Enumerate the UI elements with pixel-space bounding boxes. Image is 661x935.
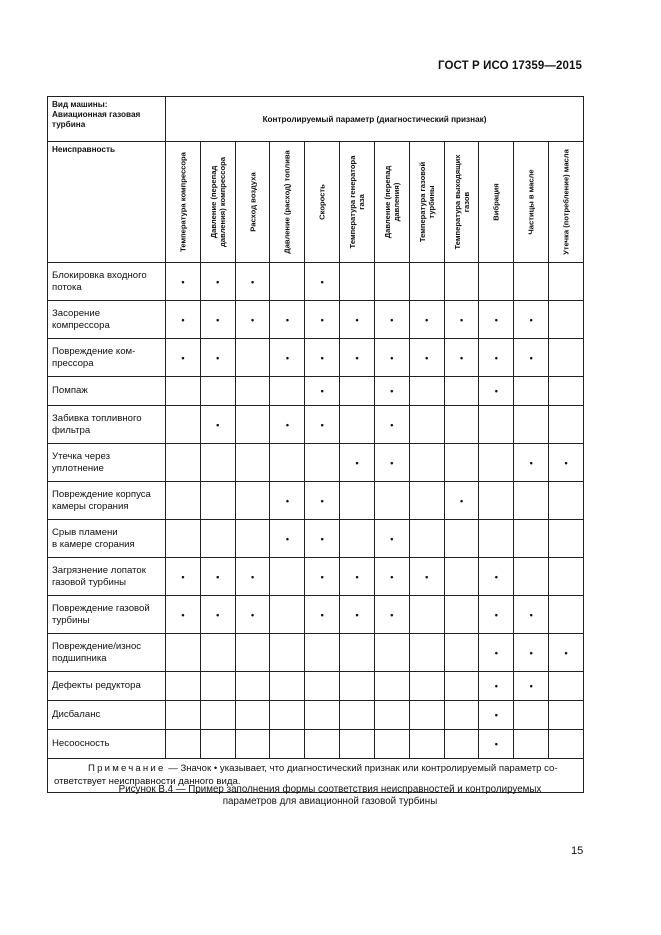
bullet-mark: • bbox=[494, 609, 498, 620]
parameter-header-label: Давление (расход) топлива bbox=[282, 150, 292, 254]
bullet-mark: • bbox=[529, 352, 533, 363]
parameter-header-label: Вибрация bbox=[491, 183, 501, 221]
mark-cell-empty bbox=[444, 558, 479, 596]
mark-cell-empty bbox=[235, 634, 270, 672]
mark-cell-empty bbox=[374, 672, 409, 701]
mark-cell-checked bbox=[340, 444, 375, 482]
mark-cell-empty bbox=[340, 377, 375, 406]
mark-cell-empty bbox=[444, 596, 479, 634]
mark-cell-empty bbox=[479, 520, 514, 558]
mark-cell-empty bbox=[340, 730, 375, 759]
mark-cell-checked bbox=[374, 377, 409, 406]
table-row bbox=[48, 596, 584, 634]
bullet-mark: • bbox=[390, 533, 394, 544]
mark-cell-checked bbox=[374, 558, 409, 596]
mark-cell-empty bbox=[200, 701, 235, 730]
parameter-header bbox=[479, 142, 514, 263]
mark-cell-checked bbox=[514, 634, 549, 672]
bullet-mark: • bbox=[494, 571, 498, 582]
mark-cell-empty bbox=[200, 672, 235, 701]
mark-cell-checked bbox=[305, 596, 340, 634]
mark-cell-checked bbox=[270, 406, 305, 444]
bullet-mark: • bbox=[181, 609, 185, 620]
mark-cell-empty bbox=[340, 672, 375, 701]
mark-cell-empty bbox=[270, 730, 305, 759]
bullet-mark: • bbox=[320, 314, 324, 325]
standard-id: ГОСТ Р ИСО 17359—2015 bbox=[437, 60, 582, 72]
table-row bbox=[48, 634, 584, 672]
mark-cell-empty bbox=[166, 730, 201, 759]
mark-cell-empty bbox=[270, 444, 305, 482]
table-row bbox=[48, 377, 584, 406]
mark-cell-checked bbox=[374, 444, 409, 482]
bullet-mark: • bbox=[320, 571, 324, 582]
mark-cell-empty bbox=[340, 634, 375, 672]
mark-cell-empty bbox=[514, 377, 549, 406]
mark-cell-checked bbox=[479, 339, 514, 377]
mark-cell-checked bbox=[166, 339, 201, 377]
table-row bbox=[48, 520, 584, 558]
mark-cell-empty bbox=[340, 482, 375, 520]
parameter-header bbox=[340, 142, 375, 263]
mark-cell-empty bbox=[340, 406, 375, 444]
mark-cell-empty bbox=[374, 701, 409, 730]
machine-type-label: Вид машины: Авиационная газовая турбина bbox=[48, 97, 166, 142]
bullet-mark: • bbox=[494, 710, 498, 720]
bullet-mark: • bbox=[529, 647, 533, 658]
mark-cell-checked bbox=[235, 263, 270, 301]
mark-cell-checked bbox=[409, 558, 444, 596]
mark-cell-checked bbox=[200, 596, 235, 634]
parameter-header bbox=[305, 142, 340, 263]
fault-name: Засорение компрессора bbox=[48, 301, 166, 339]
mark-cell-empty bbox=[235, 482, 270, 520]
bullet-mark: • bbox=[390, 609, 394, 620]
mark-cell-empty bbox=[409, 672, 444, 701]
bullet-mark: • bbox=[181, 276, 185, 287]
bullet-mark: • bbox=[320, 533, 324, 544]
mark-cell-checked bbox=[305, 339, 340, 377]
mark-cell-checked bbox=[305, 482, 340, 520]
parameter-header-label: Утечка (потребление) масла bbox=[561, 149, 571, 255]
mark-cell-empty bbox=[444, 730, 479, 759]
mark-cell-empty bbox=[479, 263, 514, 301]
mark-cell-checked bbox=[514, 444, 549, 482]
parameter-header bbox=[270, 142, 305, 263]
parameter-header bbox=[200, 142, 235, 263]
bullet-mark: • bbox=[355, 352, 359, 363]
mark-cell-checked bbox=[166, 596, 201, 634]
mark-cell-empty bbox=[374, 263, 409, 301]
mark-cell-checked bbox=[200, 406, 235, 444]
mark-cell-checked bbox=[340, 558, 375, 596]
mark-cell-empty bbox=[549, 482, 584, 520]
mark-cell-empty bbox=[444, 520, 479, 558]
bullet-mark: • bbox=[459, 352, 464, 363]
bullet-mark: • bbox=[355, 314, 359, 325]
bullet-mark: • bbox=[181, 314, 185, 325]
mark-cell-checked bbox=[305, 263, 340, 301]
mark-cell-checked bbox=[444, 339, 479, 377]
mark-cell-checked bbox=[514, 596, 549, 634]
mark-cell-checked bbox=[374, 339, 409, 377]
bullet-mark: • bbox=[355, 571, 359, 582]
bullet-mark: • bbox=[459, 495, 464, 506]
mark-cell-empty bbox=[200, 377, 235, 406]
fault-column-header: Неисправность bbox=[48, 142, 166, 263]
fault-name: Дефекты редуктора bbox=[48, 672, 166, 701]
table-row bbox=[48, 406, 584, 444]
mark-cell-empty bbox=[270, 634, 305, 672]
mark-cell-checked bbox=[166, 263, 201, 301]
parameter-group-header: Контролируемый параметр (диагностический признак) bbox=[166, 97, 584, 142]
bullet-mark: • bbox=[494, 647, 498, 658]
mark-cell-checked bbox=[514, 339, 549, 377]
mark-cell-empty bbox=[409, 730, 444, 759]
mark-cell-empty bbox=[514, 406, 549, 444]
parameter-header-label: Расход воздуха bbox=[248, 172, 258, 232]
mark-cell-empty bbox=[444, 406, 479, 444]
mark-cell-empty bbox=[549, 596, 584, 634]
mark-cell-checked bbox=[514, 672, 549, 701]
parameter-header-label: Температура выходящих газов bbox=[452, 154, 471, 250]
fault-name: Загрязнение лопаток газовой турбины bbox=[48, 558, 166, 596]
bullet-mark: • bbox=[250, 571, 255, 582]
mark-cell-empty bbox=[409, 263, 444, 301]
table-row bbox=[48, 558, 584, 596]
mark-cell-empty bbox=[235, 339, 270, 377]
bullet-mark: • bbox=[390, 571, 394, 582]
bullet-mark: • bbox=[529, 681, 533, 691]
bullet-mark: • bbox=[285, 352, 289, 363]
mark-cell-checked bbox=[200, 558, 235, 596]
mark-cell-empty bbox=[409, 701, 444, 730]
bullet-mark: • bbox=[494, 386, 498, 396]
note-lead: Примечание bbox=[88, 763, 166, 774]
mark-cell-checked bbox=[479, 701, 514, 730]
page-number: 15 bbox=[571, 845, 584, 857]
mark-cell-empty bbox=[409, 520, 444, 558]
bullet-mark: • bbox=[285, 419, 289, 430]
mark-cell-checked bbox=[444, 482, 479, 520]
mark-cell-empty bbox=[235, 730, 270, 759]
mark-cell-empty bbox=[479, 444, 514, 482]
bullet-mark: • bbox=[216, 314, 220, 325]
mark-cell-empty bbox=[549, 701, 584, 730]
bullet-mark: • bbox=[285, 314, 289, 325]
table-row bbox=[48, 444, 584, 482]
mark-cell-checked bbox=[166, 558, 201, 596]
mark-cell-empty bbox=[305, 672, 340, 701]
bullet-mark: • bbox=[250, 276, 255, 287]
mark-cell-empty bbox=[444, 701, 479, 730]
mark-cell-checked bbox=[479, 301, 514, 339]
mark-cell-empty bbox=[514, 730, 549, 759]
mark-cell-checked bbox=[305, 406, 340, 444]
mark-cell-empty bbox=[166, 444, 201, 482]
mark-cell-empty bbox=[409, 634, 444, 672]
bullet-mark: • bbox=[494, 314, 498, 325]
mark-cell-empty bbox=[549, 301, 584, 339]
mark-cell-checked bbox=[409, 301, 444, 339]
mark-cell-empty bbox=[305, 730, 340, 759]
mark-cell-checked bbox=[305, 301, 340, 339]
bullet-mark: • bbox=[285, 495, 289, 506]
mark-cell-empty bbox=[166, 482, 201, 520]
fault-name: Повреждение ком- прессора bbox=[48, 339, 166, 377]
bullet-mark: • bbox=[285, 533, 289, 544]
parameter-header-label: Давление (перепад давления) компрессора bbox=[208, 156, 227, 248]
fault-name: Повреждение корпуса камеры сгорания bbox=[48, 482, 166, 520]
bullet-mark: • bbox=[320, 495, 324, 506]
parameter-header-label: Частицы в масле bbox=[526, 169, 536, 235]
parameter-header bbox=[549, 142, 584, 263]
bullet-mark: • bbox=[425, 571, 429, 582]
fault-name: Помпаж bbox=[48, 377, 166, 406]
bullet-mark: • bbox=[181, 352, 185, 363]
bullet-mark: • bbox=[390, 457, 394, 468]
bullet-mark: • bbox=[390, 419, 394, 430]
mark-cell-empty bbox=[235, 444, 270, 482]
mark-cell-empty bbox=[200, 482, 235, 520]
bullet-mark: • bbox=[216, 609, 220, 620]
bullet-mark: • bbox=[494, 352, 498, 363]
mark-cell-empty bbox=[549, 558, 584, 596]
mark-cell-empty bbox=[409, 377, 444, 406]
mark-cell-empty bbox=[374, 730, 409, 759]
mark-cell-checked bbox=[409, 339, 444, 377]
bullet-mark: • bbox=[320, 386, 324, 396]
mark-cell-empty bbox=[200, 520, 235, 558]
parameter-header-label: Температура генератора газа bbox=[348, 155, 367, 249]
mark-cell-empty bbox=[305, 634, 340, 672]
mark-cell-empty bbox=[549, 263, 584, 301]
bullet-mark: • bbox=[250, 314, 255, 325]
mark-cell-checked bbox=[305, 520, 340, 558]
mark-cell-empty bbox=[166, 406, 201, 444]
parameter-header-label: Температура газовой турбины bbox=[417, 161, 436, 243]
bullet-mark: • bbox=[494, 681, 498, 691]
mark-cell-empty bbox=[270, 263, 305, 301]
mark-cell-empty bbox=[200, 444, 235, 482]
bullet-mark: • bbox=[564, 457, 568, 468]
fault-parameter-matrix bbox=[47, 96, 584, 793]
mark-cell-empty bbox=[270, 596, 305, 634]
table-row bbox=[48, 730, 584, 759]
mark-cell-checked bbox=[374, 301, 409, 339]
parameter-header-label: Скорость bbox=[317, 184, 327, 220]
fault-name: Утечка через уплотнение bbox=[48, 444, 166, 482]
mark-cell-empty bbox=[340, 701, 375, 730]
bullet-mark: • bbox=[216, 419, 220, 430]
mark-cell-checked bbox=[479, 558, 514, 596]
mark-cell-empty bbox=[514, 558, 549, 596]
mark-cell-empty bbox=[514, 701, 549, 730]
bullet-mark: • bbox=[390, 314, 394, 325]
bullet-mark: • bbox=[529, 314, 533, 325]
mark-cell-empty bbox=[340, 263, 375, 301]
table-header-row-2 bbox=[48, 142, 584, 263]
mark-cell-checked bbox=[479, 377, 514, 406]
mark-cell-empty bbox=[166, 520, 201, 558]
mark-cell-empty bbox=[270, 377, 305, 406]
bullet-mark: • bbox=[390, 386, 394, 396]
mark-cell-empty bbox=[479, 406, 514, 444]
mark-cell-empty bbox=[409, 444, 444, 482]
mark-cell-checked bbox=[479, 596, 514, 634]
mark-cell-empty bbox=[444, 263, 479, 301]
mark-cell-checked bbox=[514, 301, 549, 339]
fault-name: Забивка топливного фильтра bbox=[48, 406, 166, 444]
mark-cell-empty bbox=[166, 634, 201, 672]
mark-cell-checked bbox=[549, 444, 584, 482]
fault-name: Несоосность bbox=[48, 730, 166, 759]
mark-cell-checked bbox=[270, 301, 305, 339]
mark-cell-checked bbox=[235, 558, 270, 596]
fault-name: Повреждение газовой турбины bbox=[48, 596, 166, 634]
mark-cell-empty bbox=[479, 482, 514, 520]
mark-cell-checked bbox=[235, 301, 270, 339]
bullet-mark: • bbox=[459, 314, 464, 325]
mark-cell-empty bbox=[374, 482, 409, 520]
table-row bbox=[48, 482, 584, 520]
mark-cell-empty bbox=[166, 701, 201, 730]
bullet-mark: • bbox=[390, 352, 394, 363]
mark-cell-checked bbox=[374, 406, 409, 444]
bullet-mark: • bbox=[494, 739, 498, 749]
bullet-mark: • bbox=[320, 419, 324, 430]
mark-cell-empty bbox=[235, 406, 270, 444]
mark-cell-empty bbox=[305, 701, 340, 730]
fault-name: Блокировка входного потока bbox=[48, 263, 166, 301]
mark-cell-empty bbox=[444, 377, 479, 406]
bullet-mark: • bbox=[216, 571, 220, 582]
mark-cell-empty bbox=[549, 730, 584, 759]
table-row bbox=[48, 339, 584, 377]
mark-cell-checked bbox=[200, 263, 235, 301]
mark-cell-checked bbox=[166, 301, 201, 339]
bullet-mark: • bbox=[320, 276, 324, 287]
mark-cell-empty bbox=[235, 672, 270, 701]
mark-cell-checked bbox=[270, 482, 305, 520]
mark-cell-checked bbox=[479, 634, 514, 672]
mark-cell-checked bbox=[270, 339, 305, 377]
bullet-mark: • bbox=[181, 571, 185, 582]
mark-cell-empty bbox=[200, 634, 235, 672]
bullet-mark: • bbox=[355, 609, 359, 620]
figure-caption: Рисунок В.4 — Пример заполнения формы соответствия неисправностей и контролируемых параметров для авиационной газовой турбины bbox=[118, 784, 542, 807]
mark-cell-empty bbox=[514, 482, 549, 520]
mark-cell-empty bbox=[444, 634, 479, 672]
mark-cell-empty bbox=[409, 596, 444, 634]
mark-cell-checked bbox=[305, 558, 340, 596]
mark-cell-empty bbox=[166, 377, 201, 406]
mark-cell-checked bbox=[305, 377, 340, 406]
mark-cell-empty bbox=[340, 520, 375, 558]
mark-cell-checked bbox=[479, 672, 514, 701]
mark-cell-checked bbox=[340, 596, 375, 634]
mark-cell-checked bbox=[340, 301, 375, 339]
mark-cell-empty bbox=[270, 558, 305, 596]
mark-cell-empty bbox=[409, 482, 444, 520]
mark-cell-empty bbox=[235, 520, 270, 558]
mark-cell-empty bbox=[549, 377, 584, 406]
mark-cell-checked bbox=[549, 634, 584, 672]
parameter-header bbox=[374, 142, 409, 263]
bullet-mark: • bbox=[250, 609, 255, 620]
mark-cell-checked bbox=[340, 339, 375, 377]
bullet-mark: • bbox=[355, 457, 359, 468]
mark-cell-empty bbox=[549, 406, 584, 444]
mark-cell-empty bbox=[549, 339, 584, 377]
bullet-mark: • bbox=[320, 352, 324, 363]
bullet-mark: • bbox=[216, 352, 220, 363]
table-header-row-1 bbox=[48, 97, 584, 142]
bullet-mark: • bbox=[216, 276, 220, 287]
fault-name: Дисбаланс bbox=[48, 701, 166, 730]
parameter-header bbox=[514, 142, 549, 263]
table-row bbox=[48, 672, 584, 701]
bullet-mark: • bbox=[529, 609, 533, 620]
parameter-header bbox=[444, 142, 479, 263]
mark-cell-empty bbox=[374, 634, 409, 672]
mark-cell-checked bbox=[235, 596, 270, 634]
table-row bbox=[48, 301, 584, 339]
parameter-header bbox=[409, 142, 444, 263]
mark-cell-empty bbox=[549, 520, 584, 558]
mark-cell-checked bbox=[200, 339, 235, 377]
table-row bbox=[48, 701, 584, 730]
fault-name: Срыв пламени в камере сгорания bbox=[48, 520, 166, 558]
mark-cell-empty bbox=[444, 444, 479, 482]
bullet-mark: • bbox=[320, 609, 324, 620]
mark-cell-empty bbox=[409, 406, 444, 444]
mark-cell-checked bbox=[479, 730, 514, 759]
parameter-header bbox=[235, 142, 270, 263]
mark-cell-empty bbox=[549, 672, 584, 701]
mark-cell-empty bbox=[235, 701, 270, 730]
mark-cell-checked bbox=[200, 301, 235, 339]
bullet-mark: • bbox=[529, 457, 533, 468]
mark-cell-checked bbox=[374, 596, 409, 634]
parameter-header-label: Температура компрессора bbox=[178, 152, 188, 252]
mark-cell-empty bbox=[514, 520, 549, 558]
mark-cell-empty bbox=[200, 730, 235, 759]
fault-name: Повреждение/износ подшипника bbox=[48, 634, 166, 672]
mark-cell-empty bbox=[305, 444, 340, 482]
note-text: — Значок • указывает, что диагностический признак или контролируемый параметр со-ответствует неисправности данного вида. bbox=[54, 763, 558, 787]
mark-cell-checked bbox=[270, 520, 305, 558]
mark-cell-empty bbox=[166, 672, 201, 701]
bullet-mark: • bbox=[425, 314, 429, 325]
parameter-header bbox=[166, 142, 201, 263]
mark-cell-empty bbox=[514, 263, 549, 301]
mark-cell-empty bbox=[235, 377, 270, 406]
mark-cell-checked bbox=[374, 520, 409, 558]
mark-cell-checked bbox=[444, 301, 479, 339]
parameter-header-label: Давление (перепад давления) bbox=[382, 165, 401, 239]
bullet-mark: • bbox=[425, 352, 429, 363]
mark-cell-empty bbox=[270, 701, 305, 730]
mark-cell-empty bbox=[270, 672, 305, 701]
mark-cell-empty bbox=[444, 672, 479, 701]
table-row bbox=[48, 263, 584, 301]
bullet-mark: • bbox=[564, 647, 568, 658]
